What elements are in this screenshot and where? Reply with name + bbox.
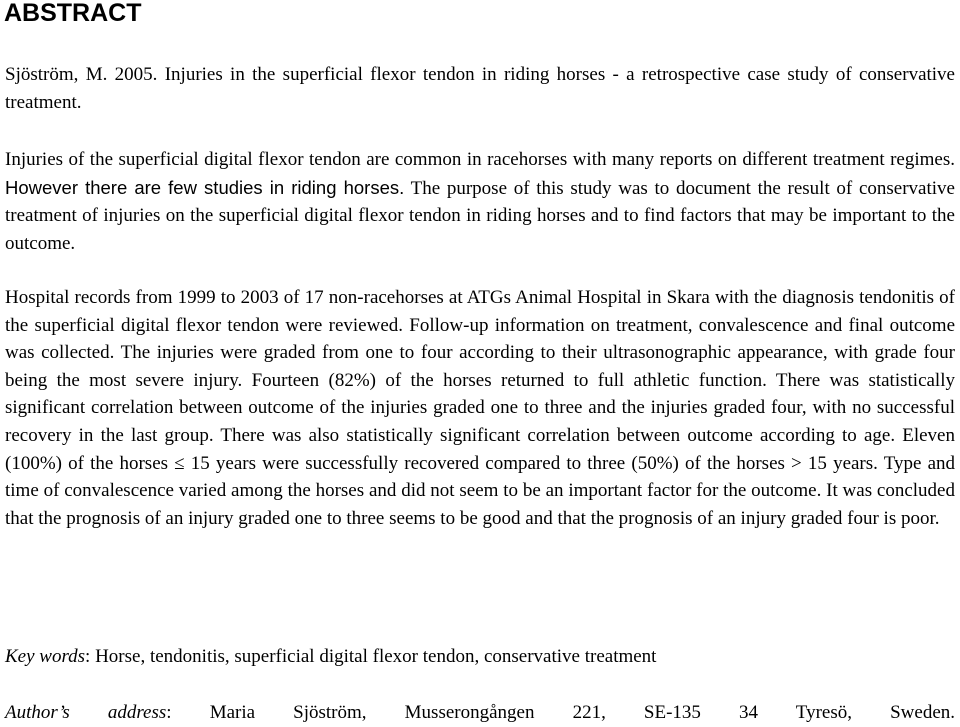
author-address-separator: :: [166, 702, 172, 723]
author-address-text: Maria Sjöström, Musserongången 221, SE-135 34 Tyresö, Sweden.: [209, 702, 956, 723]
less-equal-symbol: ≤: [174, 452, 185, 474]
methods-results-paragraph: [5, 284, 955, 532]
citation-paragraph: [5, 61, 955, 116]
author-address-label: Author’s address: [5, 702, 167, 723]
keywords-line: [5, 643, 955, 671]
keywords-text: Horse, tendonitis, superficial digital flexor tendon, conservative treatment: [95, 646, 657, 667]
background-text-2: However there are few studies in riding horses.: [5, 176, 405, 198]
background-text-3: The purpose of this study was to document the result of conservative treatment of injuries on the superficial digital flexor tendon in riding horses and to find factors that may be important to the outcome.: [5, 177, 955, 254]
background-text-1: Injuries of the superficial digital flexor tendon are common in racehorses with many reports on different treatment regimes.: [5, 149, 955, 170]
keywords-separator: :: [85, 646, 91, 667]
abstract-heading: ABSTRACT: [4, 0, 142, 27]
background-paragraph: [5, 146, 955, 257]
citation-text: Sjöström, M. 2005. Injuries in the superficial flexor tendon in riding horses - a retrospective case study of conservative treatment.: [5, 64, 955, 113]
author-address-line: [5, 699, 955, 727]
methods-results-text-1: Hospital records from 1999 to 2003 of 17 non-racehorses at ATGs Animal Hospital in Skara with the diagnosis tendonitis of the superficial digital flexor tendon were reviewed. Follow-up information on treatment, convalescence and final outcome was collected. The injuries were graded from one to four according to their ultrasonographic appearance, with grade four being the most severe injury. Fourteen (82%) of the horses returned to full athletic function. There was statistically significant correlation between outcome of the injuries graded one to three and the injuries graded four, with no successful recovery in the last group. There was also statistically significant correlation between outcome according to age. Eleven (100%) of the horses: [5, 287, 955, 474]
keywords-label: Key words: [5, 646, 86, 667]
methods-results-text-2: 15 years were successfully recovered compared to three (50%) of the horses > 15 years. Type and time of convalescence varied among the horses and did not seem to be an important factor for the outcome. It was concluded that the prognosis of an injury graded one to three seems to be good and that the prognosis of an injury graded four is poor.: [5, 452, 956, 529]
